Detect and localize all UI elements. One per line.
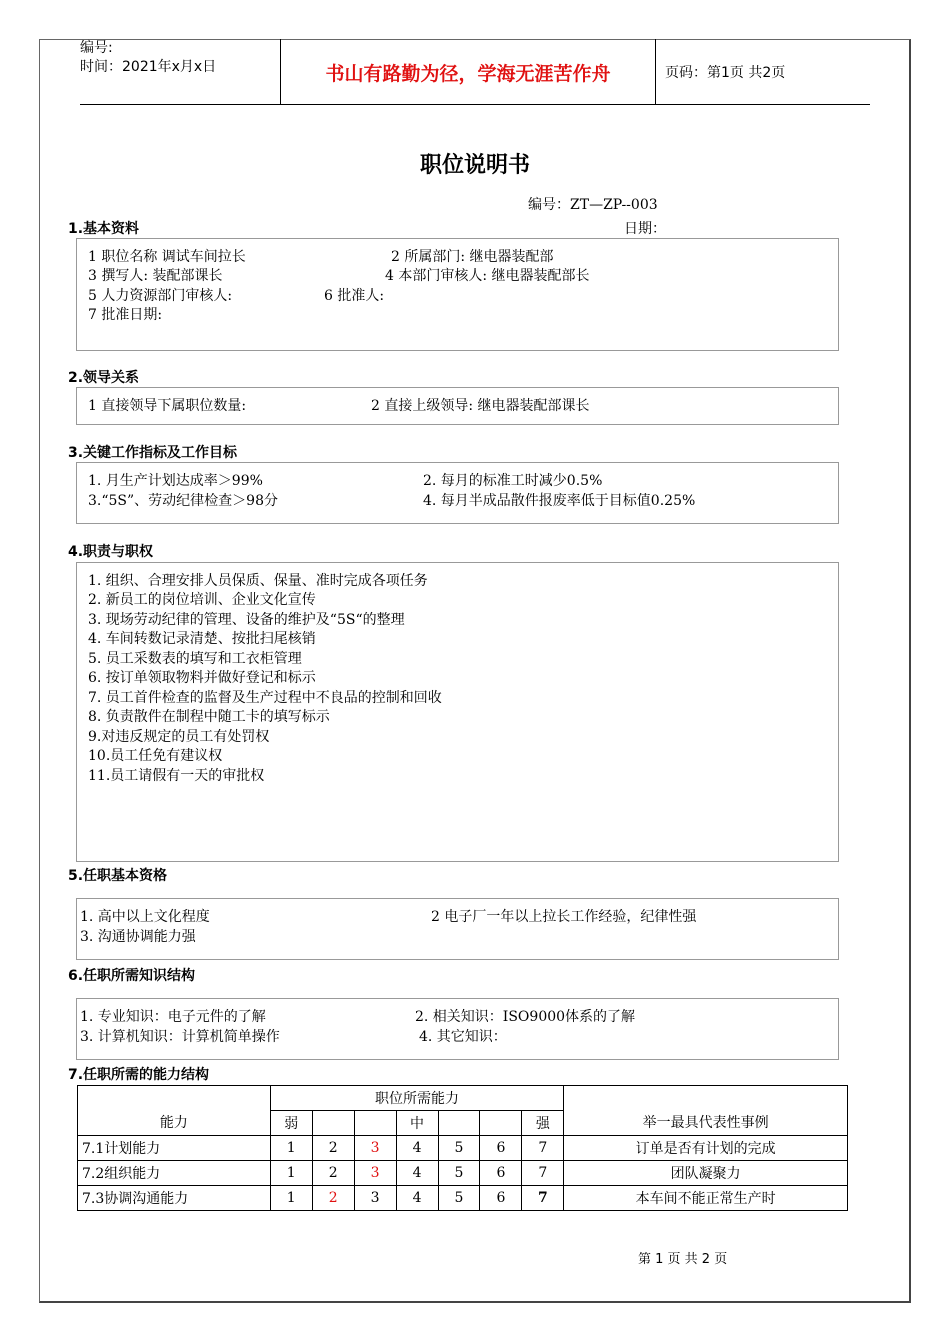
level-cell: 6 xyxy=(480,1161,522,1186)
table-row xyxy=(78,1161,848,1186)
knowledge-4: 4. 其它知识： xyxy=(419,1029,507,1045)
subordinate-count: 1 直接领导下属职位数量: xyxy=(88,398,247,414)
strong-label: 强 xyxy=(522,1111,564,1136)
example-cell: 团队凝聚力 xyxy=(564,1161,848,1186)
level-cell: 5 xyxy=(438,1161,480,1186)
number-label: 编号: xyxy=(80,40,113,56)
level-cell: 3 xyxy=(354,1186,396,1211)
section-6-heading: 6.任职所需知识结构 xyxy=(68,968,196,984)
level-cell-selected: 3 xyxy=(354,1161,396,1186)
weak-label: 弱 xyxy=(270,1111,312,1136)
table-row xyxy=(78,1186,848,1211)
motto: 书山有路勤为径，学海无涯苦作舟 xyxy=(280,39,656,105)
date-label: 日期： xyxy=(624,221,666,237)
header-left xyxy=(80,39,280,105)
required-ability-header: 职位所需能力 xyxy=(270,1086,564,1111)
duty-item: 1. 组织、合理安排人员保质、保量、准时完成各项任务 xyxy=(88,573,428,589)
section-1-heading: 1.基本资料 xyxy=(68,221,140,237)
duty-item: 5. 员工采数表的填写和工衣柜管理 xyxy=(88,651,302,667)
section-3-heading: 3.关键工作指标及工作目标 xyxy=(68,445,238,461)
duty-item: 11.员工请假有一天的审批权 xyxy=(88,768,265,784)
level-cell: 7 xyxy=(522,1186,564,1211)
page-footer: 第 1 页 共 2 页 xyxy=(638,1252,728,1267)
approver: 6 批准人: xyxy=(324,288,385,304)
section-1-box xyxy=(76,238,839,351)
direct-superior: 2 直接上级领导: 继电器装配部课长 xyxy=(371,398,590,414)
document-number: 编号：ZT—ZP--003 xyxy=(528,197,658,213)
page-header xyxy=(80,39,870,105)
section-4-heading: 4.职责与职权 xyxy=(68,544,154,560)
level-cell: 4 xyxy=(396,1161,438,1186)
section-3-box xyxy=(76,462,839,524)
kpi-4: 4. 每月半成品散件报废率低于目标值0.25% xyxy=(423,493,696,509)
qualification-2: 2 电子厂一年以上拉长工作经验，纪律性强 xyxy=(431,909,697,925)
level-cell: 6 xyxy=(480,1186,522,1211)
duty-item: 9.对违反规定的员工有处罚权 xyxy=(88,729,270,745)
document-title: 职位说明书 xyxy=(419,153,530,178)
ability-name: 7.3协调沟通能力 xyxy=(78,1186,271,1211)
duty-item: 8. 负责散件在制程中随工卡的填写标示 xyxy=(88,709,330,725)
kpi-1: 1. 月生产计划达成率＞99% xyxy=(88,473,263,489)
level-cell: 4 xyxy=(396,1136,438,1161)
qualification-1: 1. 高中以上文化程度 xyxy=(80,909,210,925)
qualification-3: 3. 沟通协调能力强 xyxy=(80,929,196,945)
level-cell: 6 xyxy=(480,1136,522,1161)
level-cell: 5 xyxy=(438,1136,480,1161)
section-5-box xyxy=(76,898,839,960)
level-cell-selected: 2 xyxy=(312,1186,354,1211)
position-name: 1 职位名称 调试车间拉长 xyxy=(88,249,246,265)
dept-reviewer: 4 本部门审核人: 继电器装配部长 xyxy=(385,268,590,284)
duty-item: 7. 员工首件检查的监督及生产过程中不良品的控制和回收 xyxy=(88,690,442,706)
level-cell: 4 xyxy=(396,1186,438,1211)
duty-item: 6. 按订单领取物料并做好登记和标示 xyxy=(88,670,316,686)
duty-item: 2. 新员工的岗位培训、企业文化宣传 xyxy=(88,592,316,608)
ability-name: 7.1计划能力 xyxy=(78,1136,271,1161)
kpi-2: 2. 每月的标准工时减少0.5% xyxy=(423,473,603,489)
approval-date: 7 批准日期: xyxy=(88,307,163,323)
level-cell: 5 xyxy=(438,1186,480,1211)
example-cell: 订单是否有计划的完成 xyxy=(564,1136,848,1161)
level-cell-selected: 3 xyxy=(354,1136,396,1161)
level-cell: 7 xyxy=(522,1136,564,1161)
mid-label: 中 xyxy=(396,1111,438,1136)
example-cell: 本车间不能正常生产时 xyxy=(564,1186,848,1211)
page-label: 页码：第1页 共2页 xyxy=(665,65,786,81)
header-divider xyxy=(80,104,870,105)
department: 2 所属部门: 继电器装配部 xyxy=(391,249,554,265)
duty-item: 4. 车间转数记录清楚、按批扫尾核销 xyxy=(88,631,316,647)
duty-item: 3. 现场劳动纪律的管理、设备的维护及“5S“的整理 xyxy=(88,612,405,628)
hr-reviewer: 5 人力资源部门审核人: xyxy=(88,288,233,304)
level-cell: 2 xyxy=(312,1161,354,1186)
example-header: 举一最具代表性事例 xyxy=(564,1086,848,1136)
level-cell: 2 xyxy=(312,1136,354,1161)
level-cell: 1 xyxy=(270,1136,312,1161)
ability-table xyxy=(77,1085,848,1211)
level-cell: 1 xyxy=(270,1186,312,1211)
ability-header: 能力 xyxy=(78,1086,271,1136)
kpi-3: 3.“5S”、劳动纪律检查＞98分 xyxy=(88,493,278,509)
knowledge-2: 2. 相关知识：ISO9000体系的了解 xyxy=(415,1009,636,1025)
section-2-box xyxy=(76,387,839,425)
writer: 3 撰写人: 装配部课长 xyxy=(88,268,223,284)
section-7-heading: 7.任职所需的能力结构 xyxy=(68,1067,210,1083)
level-cell: 7 xyxy=(522,1161,564,1186)
knowledge-1: 1. 专业知识：电子元件的了解 xyxy=(80,1009,266,1025)
section-6-box xyxy=(76,998,839,1060)
ability-name: 7.2组织能力 xyxy=(78,1161,271,1186)
section-2-heading: 2.领导关系 xyxy=(68,370,140,386)
level-cell: 1 xyxy=(270,1161,312,1186)
knowledge-3: 3. 计算机知识：计算机简单操作 xyxy=(80,1029,280,1045)
section-5-heading: 5.任职基本资格 xyxy=(68,868,168,884)
time-label: 时间：2021年x月x日 xyxy=(80,59,217,75)
duty-item: 10.员工任免有建议权 xyxy=(88,748,223,764)
section-4-box xyxy=(76,562,839,862)
table-row xyxy=(78,1136,848,1161)
